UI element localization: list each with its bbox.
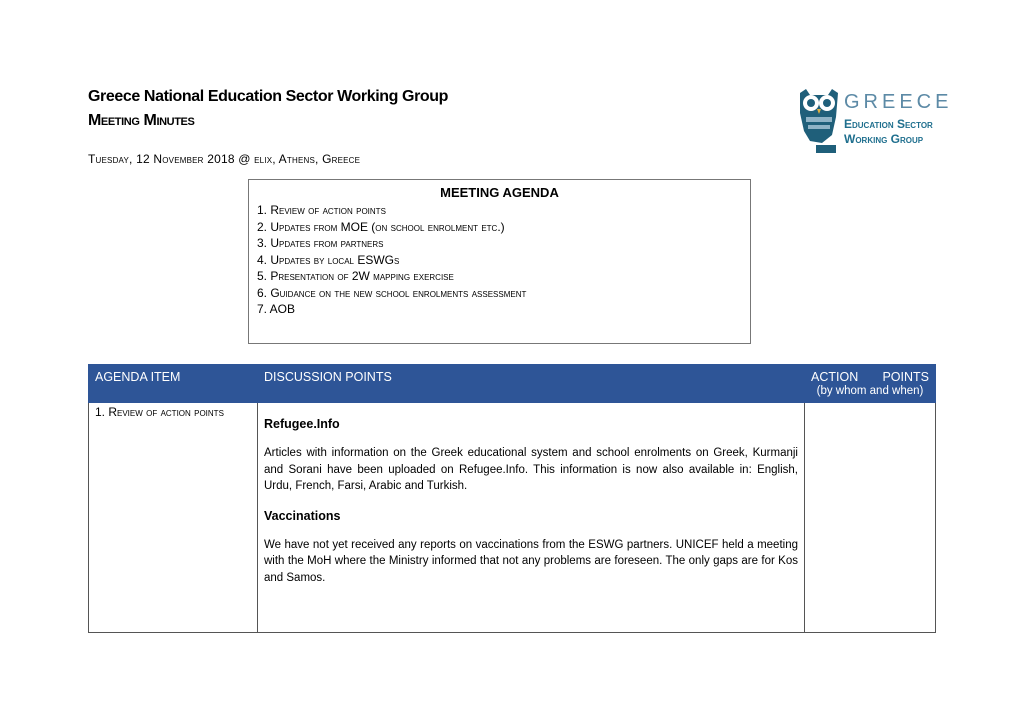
agenda-item: 2. Updates from MOE (on school enrolment etc.) (257, 219, 505, 234)
logo-word: GREECE (844, 91, 953, 113)
eswg-logo (796, 87, 956, 155)
agenda-item: 6. Guidance on the new school enrolments assessment (257, 285, 527, 300)
owl-icon (796, 87, 842, 155)
document-title: Greece National Education Sector Working Group (88, 88, 449, 105)
minutes-table (88, 364, 936, 633)
agenda-item: 3. Updates from partners (257, 236, 384, 250)
logo-line-2: Working Group (844, 132, 924, 146)
agenda-item: 5. Presentation of 2W mapping exercise (257, 269, 454, 283)
meeting-dateline: Tuesday, 12 November 2018 @ elix, Athens, Greece (88, 152, 361, 166)
table-row (89, 403, 936, 633)
header-agenda-item: AGENDA ITEM (89, 365, 258, 403)
discussion-heading: Vaccinations (264, 508, 341, 523)
discussion-heading: Refugee.Info (264, 417, 340, 431)
agenda-item: 4. Updates by local ESWGs (257, 252, 400, 267)
document-subtitle: Meeting Minutes (88, 112, 195, 129)
header-discussion-points: DISCUSSION POINTS (258, 365, 805, 403)
header-action-word: ACTION (811, 370, 859, 384)
logo-line-1: Education Sector (844, 117, 933, 131)
table-header-row (89, 365, 936, 403)
header-action-points (805, 365, 936, 403)
agenda-item-cell: 1. Review of action points (89, 403, 258, 633)
discussion-cell (258, 403, 805, 633)
agenda-item: 1. Review of action points (257, 203, 386, 217)
header-action-sub: (by whom and when) (816, 385, 924, 397)
agenda-item: 7. AOB (257, 302, 296, 316)
action-points-cell (805, 403, 936, 633)
agenda-list (249, 202, 750, 318)
agenda-heading: MEETING AGENDA (440, 185, 559, 200)
meeting-agenda-box (248, 179, 751, 344)
discussion-paragraph: We have not yet received any reports on vaccinations from the ESWG partners. UNICEF held a meeting with the MoH where the Ministry informed that not any problems are foreseen. The only gaps are for Kos and Samos. (264, 538, 798, 584)
discussion-paragraph: Articles with information on the Greek educational system and school enrolments on Greek, Kurmanji and Sorani have been uploaded on Refugee.Info. This information is now also available in: English, Urdu, French, Farsi, Arabic and Turkish. (264, 447, 798, 492)
header-points-word: POINTS (882, 370, 929, 384)
